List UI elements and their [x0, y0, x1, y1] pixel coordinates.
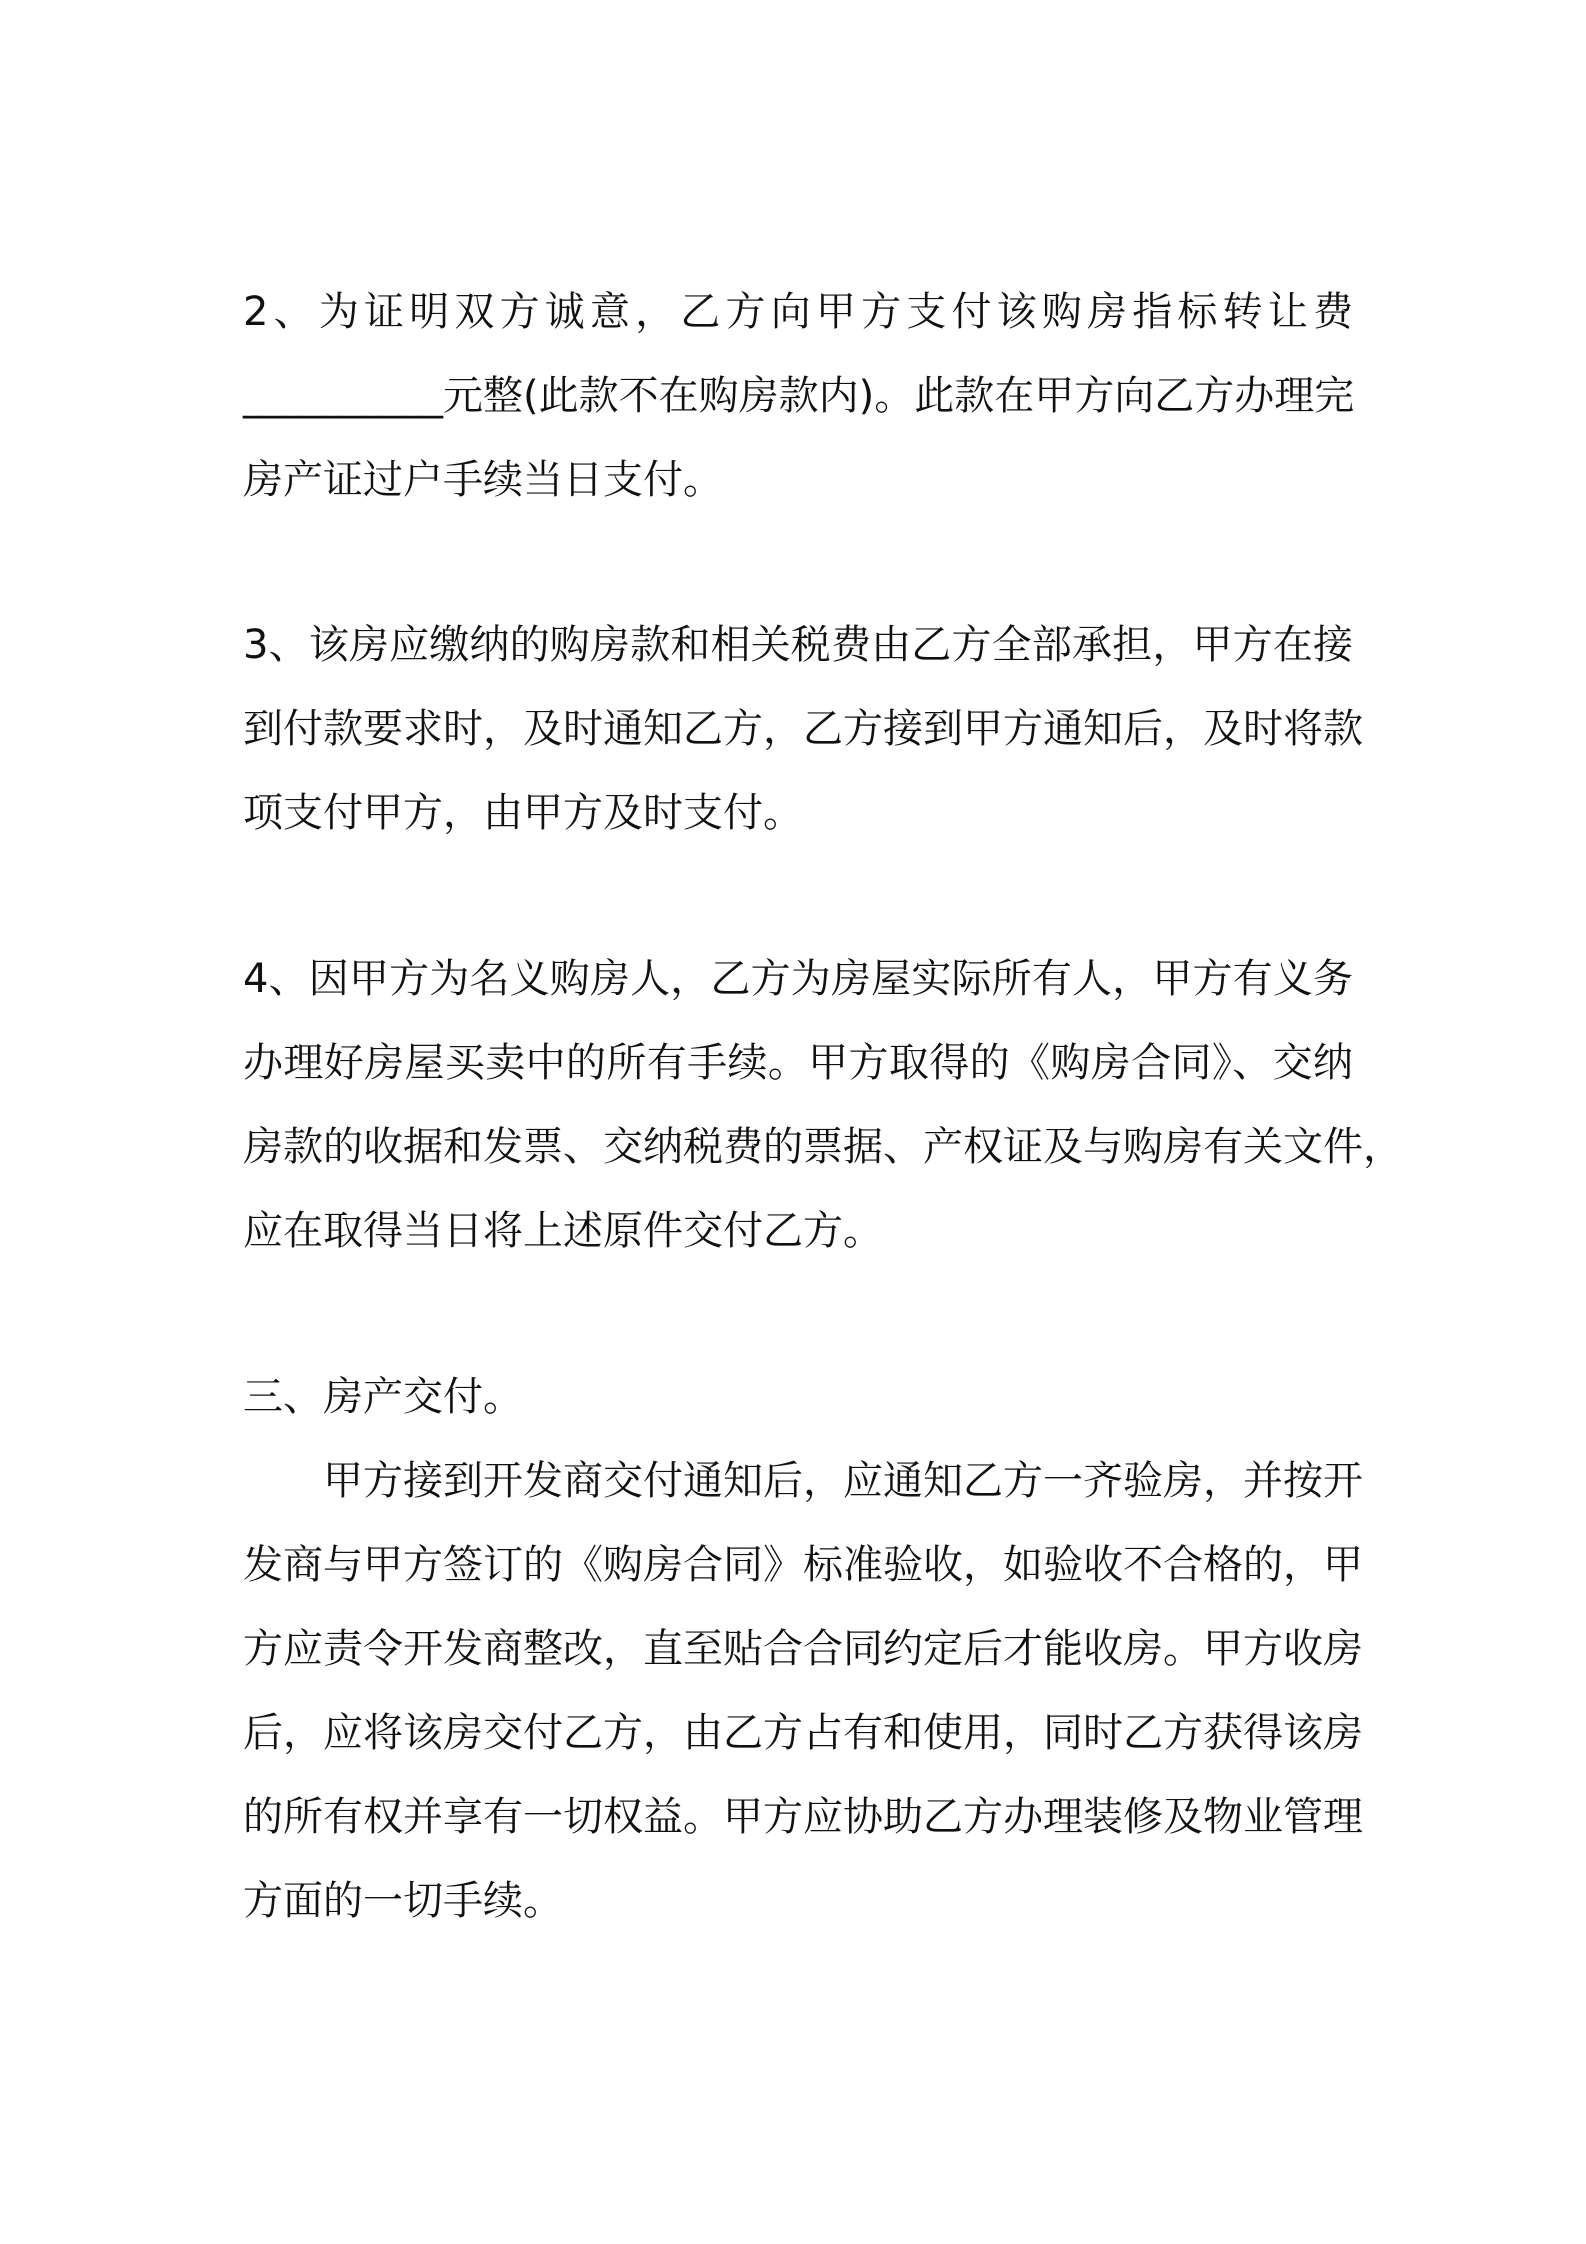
section-3-block	[243, 1355, 1363, 1943]
clause-2-line-3: 房产证过户手续当日支付。	[243, 457, 723, 503]
clause-3-line-3: 项支付甲方，由甲方及时支付。	[243, 790, 803, 836]
clause-2-line-2: __________元整(此款不在购房款内)。此款在甲方向乙方办理完	[243, 373, 1355, 419]
section-3-line-4: 后，应将该房交付乙方，由乙方占有和使用，同时乙方获得该房	[243, 1710, 1363, 1756]
clause-4-line-4: 应在取得当日将上述原件交付乙方。	[243, 1208, 883, 1254]
clause-4-line-1: 4、因甲方为名义购房人，乙方为房屋实际所有人，甲方有义务	[243, 956, 1353, 1002]
clause-4-line-2: 办理好房屋买卖中的所有手续。甲方取得的《购房合同》、交纳	[243, 1040, 1353, 1086]
clause-3-paragraph	[243, 603, 1363, 855]
section-3-line-6: 方面的一切手续。	[243, 1878, 563, 1924]
clause-2-line-1: 2、为证明双方诚意，乙方向甲方支付该购房指标转让费	[243, 289, 1353, 335]
section-3-heading: 三、房产交付。	[243, 1374, 523, 1420]
clause-4-line-3: 房款的收据和发票、交纳税费的票据、产权证及与购房有关文件，	[243, 1124, 1403, 1170]
clause-2-paragraph	[243, 270, 1353, 522]
clause-3-line-2: 到付款要求时，及时通知乙方，乙方接到甲方通知后，及时将款	[243, 706, 1363, 752]
clause-3-line-1: 3、该房应缴纳的购房款和相关税费由乙方全部承担，甲方在接	[243, 622, 1353, 668]
section-3-line-5: 的所有权并享有一切权益。甲方应协助乙方办理装修及物业管理	[243, 1794, 1363, 1840]
section-3-line-3: 方应责令开发商整改，直至贴合合同约定后才能收房。甲方收房	[243, 1626, 1363, 1672]
section-3-line-2: 发商与甲方签订的《购房合同》标准验收，如验收不合格的，甲	[243, 1542, 1363, 1588]
section-3-line-1: 甲方接到开发商交付通知后，应通知乙方一齐验房，并按开	[323, 1458, 1363, 1504]
clause-4-paragraph	[243, 937, 1403, 1273]
